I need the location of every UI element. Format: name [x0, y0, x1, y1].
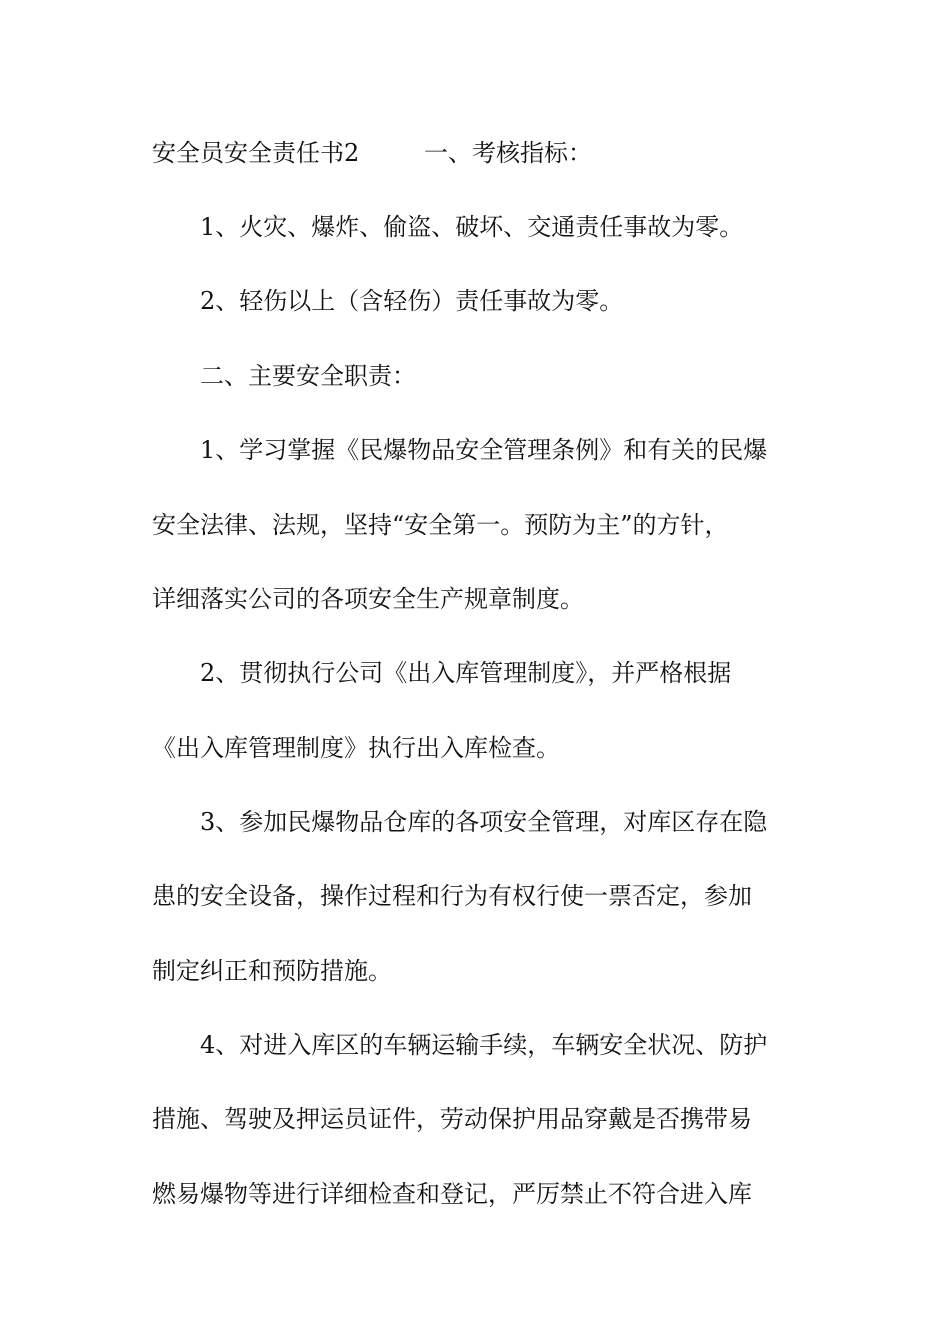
paragraph-text: 详细落实公司的各项安全生产规章制度。 [152, 585, 584, 613]
text-line [0, 802, 950, 842]
paragraph-text: 2、轻伤以上（含轻伤）责任事故为零。 [200, 287, 624, 315]
text-line [0, 728, 950, 768]
text-line [0, 1099, 950, 1139]
text-line [0, 430, 950, 470]
paragraph-text: 《出入库管理制度》执行出入库检查。 [152, 734, 560, 762]
document-title: 安全员安全责任书2 [152, 139, 360, 167]
paragraph-text: 安全法律、法规，坚持“安全第一。预防为主”的方针， [152, 511, 729, 539]
text-line [0, 951, 950, 991]
paragraph-text: 3、参加民爆物品仓库的各项安全管理，对库区存在隐 [200, 808, 768, 836]
section-heading: 二、主要安全职责： [200, 362, 416, 390]
section-heading: 一、考核指标： [424, 139, 592, 167]
text-line [0, 1174, 950, 1214]
text-line [0, 653, 950, 693]
paragraph-text: 2、贯彻执行公司《出入库管理制度》，并严格根据 [200, 659, 732, 687]
paragraph-text: 4、对进入库区的车辆运输手续，车辆安全状况、防护 [200, 1031, 768, 1059]
text-line [0, 1025, 950, 1065]
text-line [0, 207, 950, 247]
paragraph-text: 制定纠正和预防措施。 [152, 957, 392, 985]
paragraph-text: 1、火灾、爆炸、偷盗、破坏、交通责任事故为零。 [200, 213, 744, 241]
text-line [0, 505, 950, 545]
paragraph-text: 燃易爆物等进行详细检查和登记，严厉禁止不符合进入库 [152, 1180, 752, 1208]
paragraph-text: 措施、驾驶及押运员证件，劳动保护用品穿戴是否携带易 [152, 1105, 752, 1133]
text-line [0, 579, 950, 619]
paragraph-text: 患的安全设备，操作过程和行为有权行使一票否定，参加 [152, 882, 752, 910]
text-line [0, 356, 950, 396]
text-line [0, 281, 950, 321]
text-line [0, 133, 950, 173]
paragraph-text: 1、学习掌握《民爆物品安全管理条例》和有关的民爆 [200, 436, 768, 464]
text-line [0, 876, 950, 916]
